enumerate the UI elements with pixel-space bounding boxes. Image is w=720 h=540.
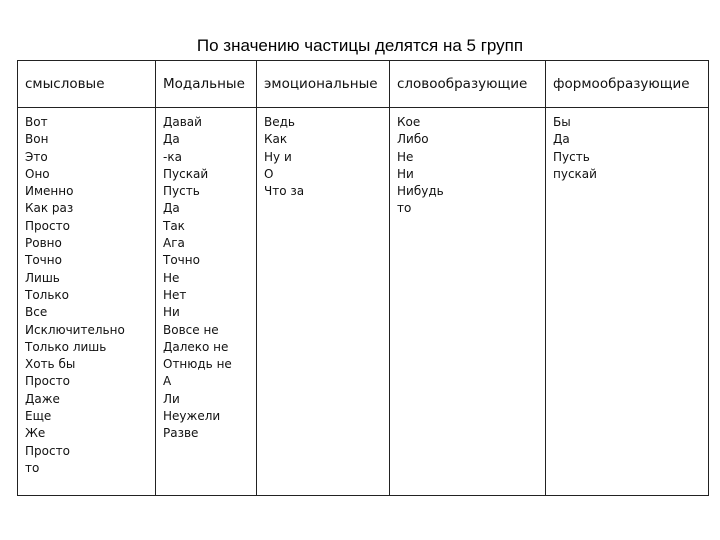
header-row (18, 61, 709, 108)
list-item: Это (25, 149, 48, 164)
header-form-forming: формообразующие (546, 61, 709, 108)
list-item: Ага (163, 236, 185, 251)
list-item: Ни (397, 166, 414, 181)
list-item: Как (264, 132, 288, 147)
list-item: Ни (163, 305, 180, 320)
header-semantic: смысловые (18, 61, 156, 108)
column-semantic (18, 108, 156, 496)
list-item: О (264, 166, 274, 181)
list-item: Разве (163, 426, 199, 441)
column-emotional (257, 108, 390, 496)
list-item: Вовсе не (163, 322, 219, 337)
list-item: Только лишь (25, 339, 107, 354)
list-item: то (25, 460, 40, 475)
list-item: Даже (25, 391, 60, 406)
list-item: Да (163, 201, 180, 216)
list-item: Же (25, 426, 46, 441)
list-item: Все (25, 305, 48, 320)
list-item: Пусть (553, 149, 590, 164)
list-item: Вот (25, 115, 48, 129)
list-item: Вон (25, 132, 49, 147)
list-item: Еще (25, 409, 52, 424)
list-item: Точно (163, 253, 200, 268)
list-item: Ровно (25, 236, 62, 251)
list-item: Хоть бы (25, 357, 76, 372)
list-item: Просто (25, 443, 70, 458)
list-item: Просто (25, 374, 70, 389)
list-item: А (163, 374, 172, 389)
list-item: Лишь (25, 270, 60, 285)
list-item: Как раз (25, 201, 74, 216)
page-title: По значению частицы делятся на 5 групп (196, 36, 524, 55)
list-item: Просто (25, 218, 70, 233)
list-item: Неужели (163, 409, 221, 424)
list-item: Не (397, 149, 414, 164)
list-item: Не (163, 270, 180, 285)
list-item: пускай (553, 166, 597, 181)
list-item: -ка (163, 149, 182, 164)
list-item: Так (163, 218, 185, 233)
list-item: Нет (163, 287, 187, 302)
list-item: Да (163, 132, 180, 147)
list-item: Ну и (264, 149, 292, 164)
list-item: Ведь (264, 115, 295, 129)
list-item: Пусть (163, 184, 200, 199)
column-modal (156, 108, 257, 496)
list-item: Оно (25, 166, 50, 181)
table-row (18, 108, 709, 496)
list-item: Отнюдь не (163, 357, 232, 372)
list-item: Ли (163, 391, 180, 406)
list-item: то (397, 201, 412, 216)
header-modal: Модальные (156, 61, 257, 108)
column-word-forming (390, 108, 546, 496)
list-item: Пускай (163, 166, 209, 181)
list-item: Бы (553, 115, 571, 129)
list-item: Что за (264, 184, 305, 199)
list-item: Либо (397, 132, 429, 147)
header-emotional: эмоциональные (257, 61, 390, 108)
list-item: Далеко не (163, 339, 229, 354)
list-item: Кое (397, 115, 421, 129)
particles-table (17, 60, 709, 496)
header-word-forming: словообразующие (390, 61, 546, 108)
list-item: Только (25, 287, 70, 302)
column-form-forming (546, 108, 709, 496)
list-item: Да (553, 132, 570, 147)
list-item: Нибудь (397, 184, 444, 199)
list-item: Именно (25, 184, 74, 199)
list-item: Точно (25, 253, 62, 268)
list-item: Исключительно (25, 322, 125, 337)
list-item: Давай (163, 115, 202, 129)
